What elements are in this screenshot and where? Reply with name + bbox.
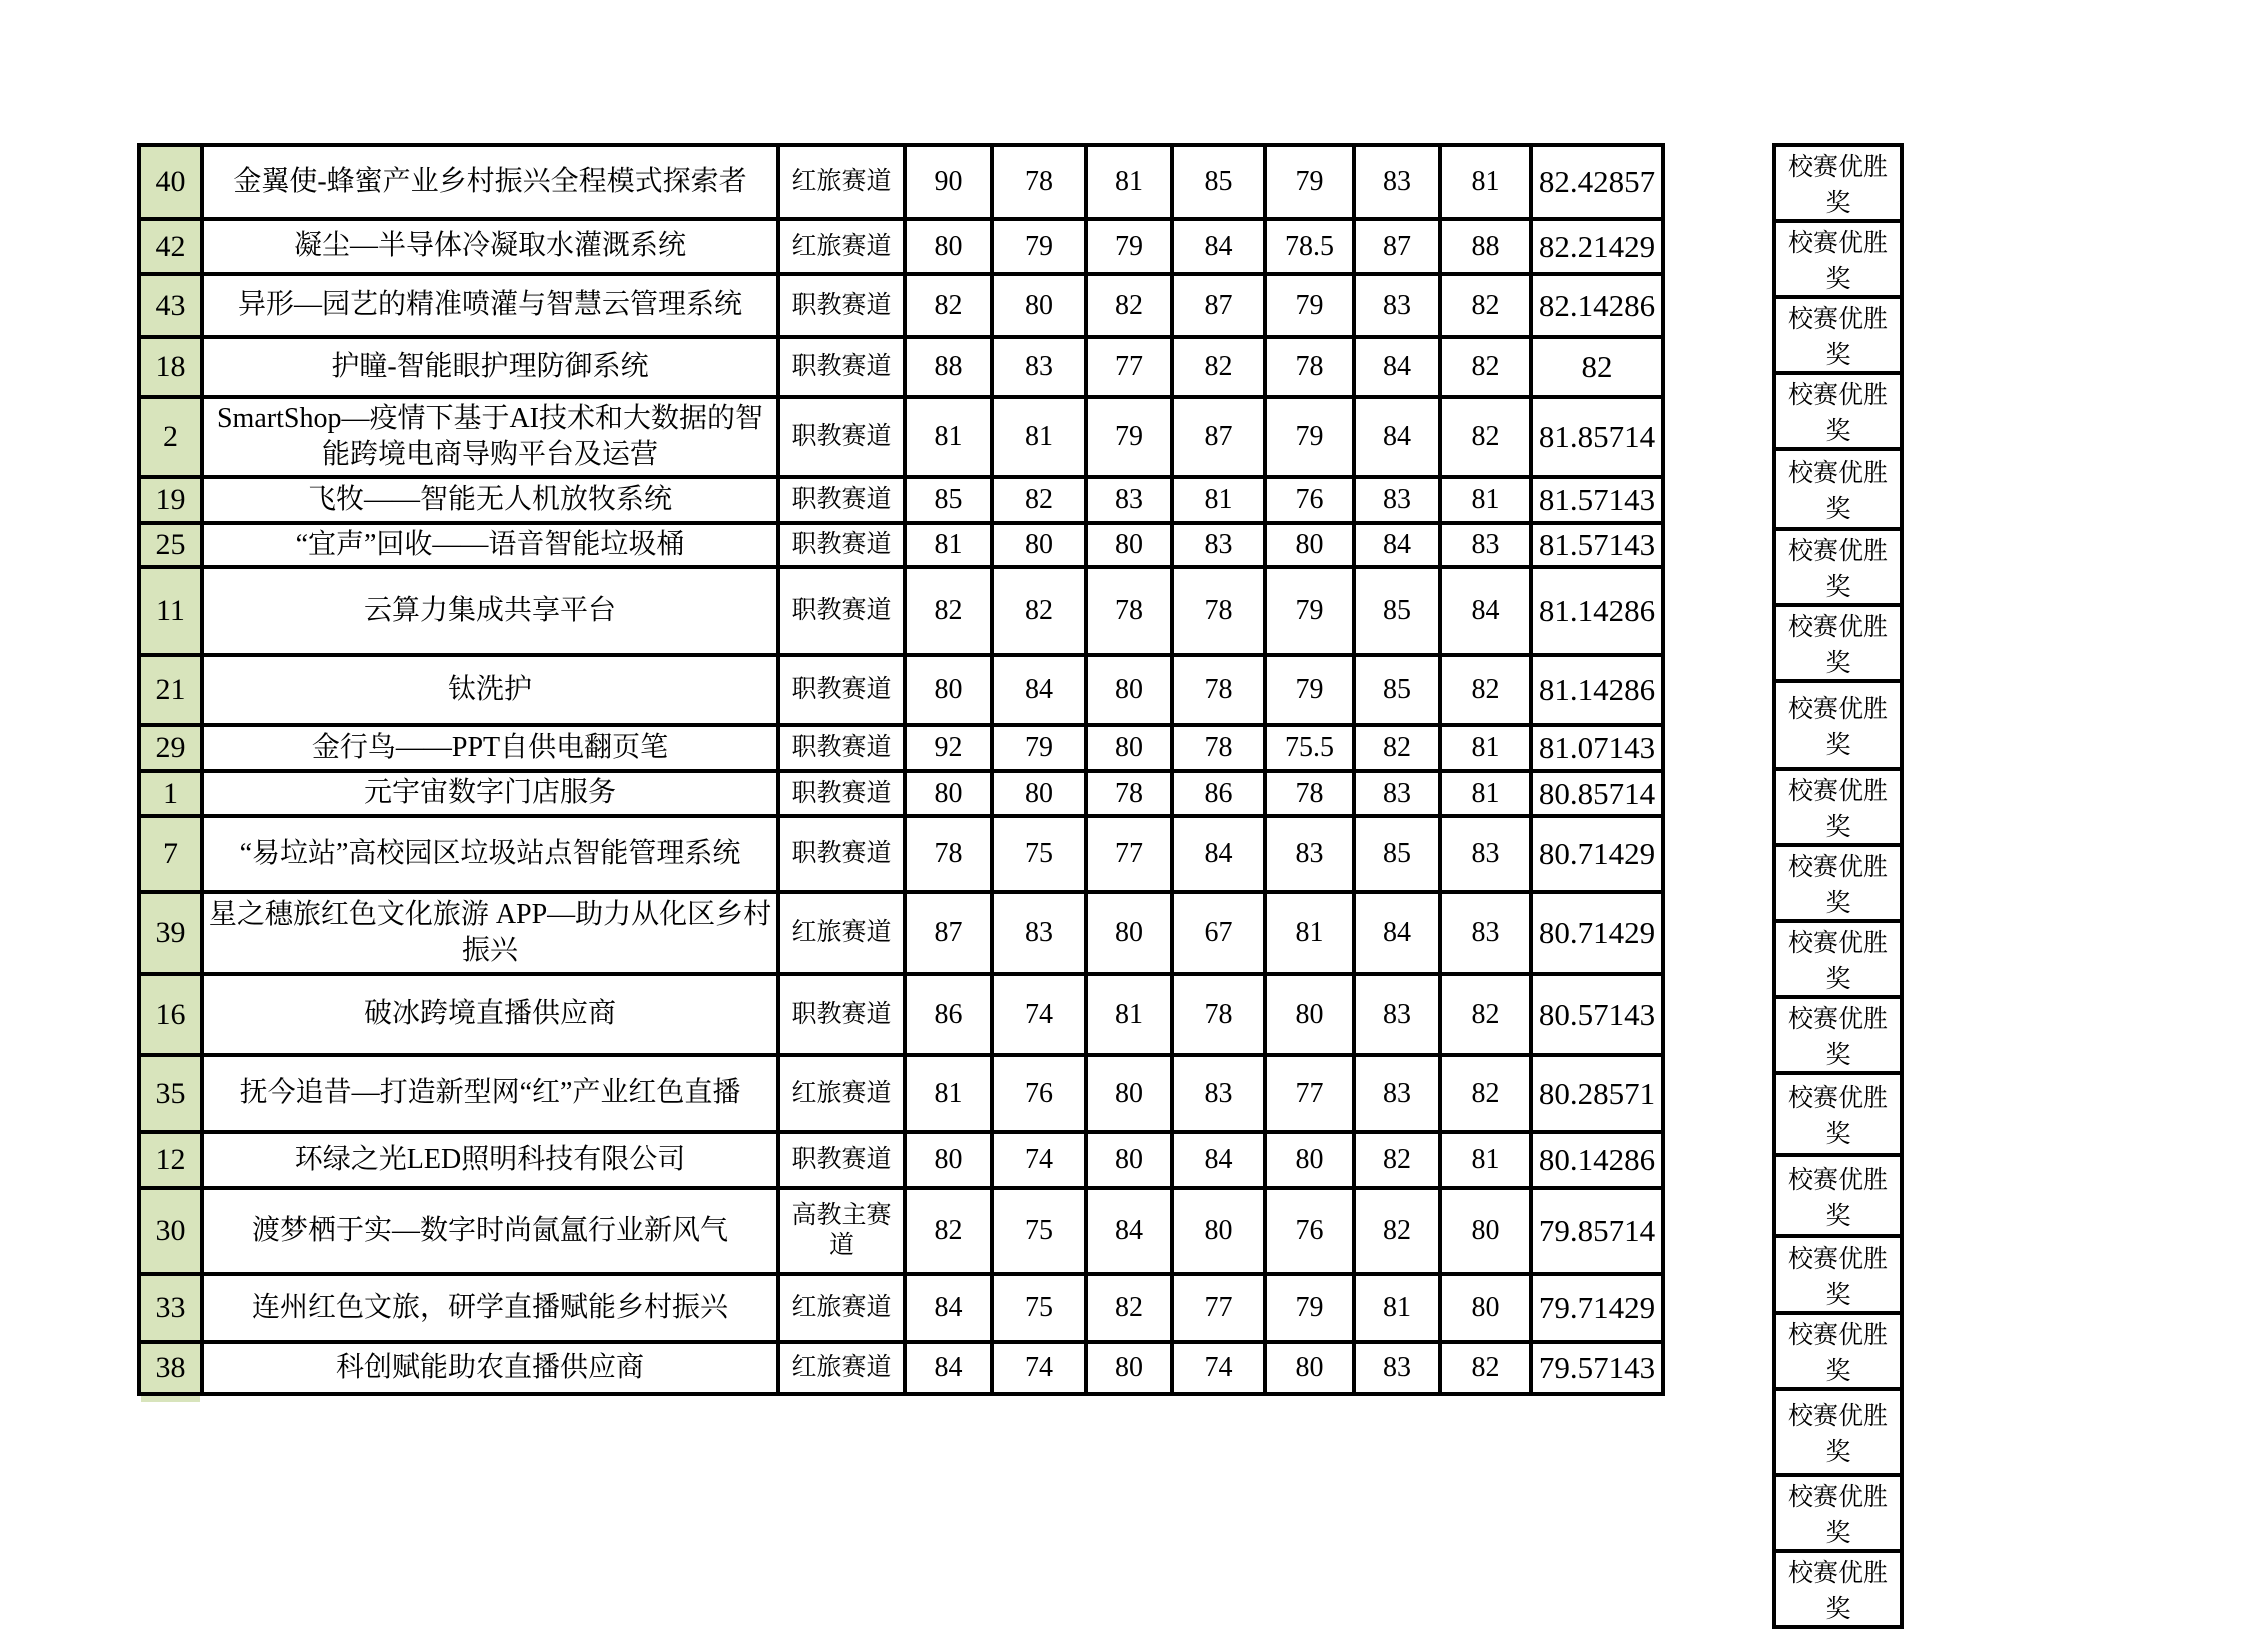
table-row bbox=[139, 816, 1663, 892]
score-cell: 82 bbox=[1086, 1274, 1172, 1342]
table-row bbox=[139, 1342, 1663, 1394]
score-cell: 79 bbox=[1265, 145, 1354, 219]
score-cell: 84 bbox=[1172, 219, 1265, 274]
score-cell: 82 bbox=[1086, 274, 1172, 337]
score-cell: 87 bbox=[1172, 397, 1265, 477]
row-number-cell: 18 bbox=[139, 337, 202, 397]
average-cell: 80.14286 bbox=[1531, 1132, 1663, 1188]
award-cell: 校赛优胜奖 bbox=[1774, 681, 1902, 769]
score-cell: 77 bbox=[1086, 816, 1172, 892]
score-cell: 83 bbox=[1440, 892, 1531, 974]
score-cell: 88 bbox=[1440, 219, 1531, 274]
score-cell: 85 bbox=[905, 477, 992, 523]
score-cell: 76 bbox=[1265, 1188, 1354, 1274]
award-cell: 校赛优胜奖 bbox=[1774, 1073, 1902, 1155]
project-name-cell: 元宇宙数字门店服务 bbox=[202, 771, 778, 816]
award-cell: 校赛优胜奖 bbox=[1774, 1236, 1902, 1313]
project-name-cell: 金行鸟——PPT自供电翻页笔 bbox=[202, 725, 778, 771]
score-cell: 86 bbox=[1172, 771, 1265, 816]
score-cell: 82 bbox=[1440, 397, 1531, 477]
award-row bbox=[1774, 681, 1902, 769]
award-row bbox=[1774, 529, 1902, 605]
score-cell: 84 bbox=[905, 1274, 992, 1342]
award-cell: 校赛优胜奖 bbox=[1774, 145, 1902, 221]
score-cell: 78 bbox=[905, 816, 992, 892]
average-cell: 82.14286 bbox=[1531, 274, 1663, 337]
average-cell: 81.57143 bbox=[1531, 523, 1663, 567]
track-cell: 红旅赛道 bbox=[778, 1342, 905, 1394]
score-cell: 74 bbox=[992, 974, 1086, 1055]
track-cell: 高教主赛道 bbox=[778, 1188, 905, 1274]
score-cell: 77 bbox=[1265, 1055, 1354, 1132]
table-row bbox=[139, 974, 1663, 1055]
row-number-cell: 39 bbox=[139, 892, 202, 974]
score-cell: 78 bbox=[1265, 771, 1354, 816]
score-cell: 80 bbox=[1086, 892, 1172, 974]
table-row bbox=[139, 1132, 1663, 1188]
award-row bbox=[1774, 769, 1902, 845]
score-cell: 76 bbox=[1265, 477, 1354, 523]
score-cell: 81 bbox=[1086, 145, 1172, 219]
average-cell: 80.71429 bbox=[1531, 892, 1663, 974]
score-cell: 80 bbox=[1086, 1132, 1172, 1188]
average-cell: 82.21429 bbox=[1531, 219, 1663, 274]
row-number-cell: 25 bbox=[139, 523, 202, 567]
project-name-cell: “宜声”回收——语音智能垃圾桶 bbox=[202, 523, 778, 567]
award-row bbox=[1774, 145, 1902, 221]
project-name-cell: 异形—园艺的精准喷灌与智慧云管理系统 bbox=[202, 274, 778, 337]
score-cell: 67 bbox=[1172, 892, 1265, 974]
score-cell: 83 bbox=[1354, 1055, 1440, 1132]
score-cell: 80 bbox=[905, 1132, 992, 1188]
score-cell: 82 bbox=[1440, 274, 1531, 337]
score-cell: 83 bbox=[1440, 523, 1531, 567]
score-cell: 81 bbox=[1354, 1274, 1440, 1342]
award-cell: 校赛优胜奖 bbox=[1774, 1313, 1902, 1389]
score-cell: 81 bbox=[1265, 892, 1354, 974]
track-cell: 职教赛道 bbox=[778, 725, 905, 771]
table-row bbox=[139, 892, 1663, 974]
award-row bbox=[1774, 1313, 1902, 1389]
score-cell: 79 bbox=[992, 725, 1086, 771]
score-cell: 74 bbox=[992, 1342, 1086, 1394]
score-cell: 78 bbox=[1172, 974, 1265, 1055]
average-cell: 81.85714 bbox=[1531, 397, 1663, 477]
award-row bbox=[1774, 449, 1902, 529]
score-cell: 78 bbox=[992, 145, 1086, 219]
score-cell: 84 bbox=[905, 1342, 992, 1394]
row-number-cell: 11 bbox=[139, 567, 202, 655]
average-cell: 79.71429 bbox=[1531, 1274, 1663, 1342]
score-cell: 87 bbox=[1354, 219, 1440, 274]
track-cell: 红旅赛道 bbox=[778, 145, 905, 219]
score-cell: 79 bbox=[992, 219, 1086, 274]
score-cell: 87 bbox=[1172, 274, 1265, 337]
score-cell: 84 bbox=[992, 655, 1086, 725]
score-cell: 81 bbox=[1440, 145, 1531, 219]
track-cell: 红旅赛道 bbox=[778, 1055, 905, 1132]
score-cell: 82 bbox=[905, 1188, 992, 1274]
score-cell: 79 bbox=[1265, 567, 1354, 655]
award-cell: 校赛优胜奖 bbox=[1774, 1389, 1902, 1475]
score-cell: 83 bbox=[1354, 771, 1440, 816]
score-cell: 83 bbox=[992, 337, 1086, 397]
score-cell: 80 bbox=[992, 274, 1086, 337]
score-cell: 75 bbox=[992, 1188, 1086, 1274]
track-cell: 红旅赛道 bbox=[778, 219, 905, 274]
score-cell: 90 bbox=[905, 145, 992, 219]
project-name-cell: 钛洗护 bbox=[202, 655, 778, 725]
project-name-cell: 连州红色文旅，研学直播赋能乡村振兴 bbox=[202, 1274, 778, 1342]
award-cell: 校赛优胜奖 bbox=[1774, 997, 1902, 1073]
score-cell: 84 bbox=[1354, 337, 1440, 397]
score-cell: 83 bbox=[1354, 145, 1440, 219]
track-cell: 职教赛道 bbox=[778, 1132, 905, 1188]
award-cell: 校赛优胜奖 bbox=[1774, 1155, 1902, 1236]
award-cell: 校赛优胜奖 bbox=[1774, 845, 1902, 921]
row-number-cell: 2 bbox=[139, 397, 202, 477]
score-cell: 80 bbox=[1265, 974, 1354, 1055]
table-row bbox=[139, 655, 1663, 725]
track-cell: 红旅赛道 bbox=[778, 892, 905, 974]
project-name-cell: 飞牧——智能无人机放牧系统 bbox=[202, 477, 778, 523]
score-cell: 74 bbox=[992, 1132, 1086, 1188]
score-cell: 79 bbox=[1265, 655, 1354, 725]
track-cell: 职教赛道 bbox=[778, 567, 905, 655]
score-cell: 81 bbox=[905, 1055, 992, 1132]
table-row bbox=[139, 725, 1663, 771]
score-cell: 79 bbox=[1265, 1274, 1354, 1342]
average-cell: 81.57143 bbox=[1531, 477, 1663, 523]
score-cell: 83 bbox=[1354, 974, 1440, 1055]
score-cell: 77 bbox=[1086, 337, 1172, 397]
row-number-cell: 43 bbox=[139, 274, 202, 337]
award-row bbox=[1774, 221, 1902, 297]
project-name-cell: 破冰跨境直播供应商 bbox=[202, 974, 778, 1055]
score-cell: 87 bbox=[905, 892, 992, 974]
score-cell: 78 bbox=[1172, 655, 1265, 725]
project-name-cell: SmartShop—疫情下基于AI技术和大数据的智能跨境电商导购平台及运营 bbox=[202, 397, 778, 477]
score-cell: 80 bbox=[1265, 1342, 1354, 1394]
average-cell: 82 bbox=[1531, 337, 1663, 397]
track-cell: 职教赛道 bbox=[778, 655, 905, 725]
score-cell: 84 bbox=[1086, 1188, 1172, 1274]
score-cell: 82 bbox=[1172, 337, 1265, 397]
average-cell: 79.85714 bbox=[1531, 1188, 1663, 1274]
score-cell: 82 bbox=[992, 567, 1086, 655]
award-row bbox=[1774, 373, 1902, 449]
score-cell: 84 bbox=[1354, 523, 1440, 567]
score-cell: 84 bbox=[1440, 567, 1531, 655]
score-cell: 81 bbox=[1440, 725, 1531, 771]
project-name-cell: 星之穗旅红色文化旅游 APP—助力从化区乡村振兴 bbox=[202, 892, 778, 974]
score-cell: 74 bbox=[1172, 1342, 1265, 1394]
score-cell: 82 bbox=[1440, 974, 1531, 1055]
project-name-cell: “易垃站”高校园区垃圾站点智能管理系统 bbox=[202, 816, 778, 892]
row-number-cell: 40 bbox=[139, 145, 202, 219]
score-cell: 81 bbox=[992, 397, 1086, 477]
project-name-cell: 科创赋能助农直播供应商 bbox=[202, 1342, 778, 1394]
project-name-cell: 护瞳-智能眼护理防御系统 bbox=[202, 337, 778, 397]
score-cell: 83 bbox=[1440, 816, 1531, 892]
award-row bbox=[1774, 997, 1902, 1073]
score-cell: 84 bbox=[1172, 816, 1265, 892]
track-cell: 职教赛道 bbox=[778, 477, 905, 523]
score-cell: 79 bbox=[1265, 397, 1354, 477]
score-cell: 80 bbox=[905, 771, 992, 816]
table-row bbox=[139, 771, 1663, 816]
score-cell: 85 bbox=[1354, 816, 1440, 892]
score-cell: 85 bbox=[1354, 655, 1440, 725]
table-row bbox=[139, 567, 1663, 655]
score-cell: 83 bbox=[1172, 523, 1265, 567]
score-cell: 85 bbox=[1172, 145, 1265, 219]
award-row bbox=[1774, 845, 1902, 921]
track-cell: 红旅赛道 bbox=[778, 1274, 905, 1342]
score-cell: 80 bbox=[1086, 1342, 1172, 1394]
score-cell: 80 bbox=[1086, 725, 1172, 771]
award-cell: 校赛优胜奖 bbox=[1774, 529, 1902, 605]
award-cell: 校赛优胜奖 bbox=[1774, 605, 1902, 681]
score-cell: 80 bbox=[992, 523, 1086, 567]
project-name-cell: 环绿之光LED照明科技有限公司 bbox=[202, 1132, 778, 1188]
score-cell: 83 bbox=[1354, 274, 1440, 337]
score-cell: 86 bbox=[905, 974, 992, 1055]
award-cell: 校赛优胜奖 bbox=[1774, 449, 1902, 529]
score-cell: 80 bbox=[1086, 655, 1172, 725]
score-cell: 82 bbox=[1440, 655, 1531, 725]
score-cell: 82 bbox=[992, 477, 1086, 523]
score-cell: 84 bbox=[1354, 892, 1440, 974]
next-row-stub bbox=[141, 1396, 200, 1402]
score-cell: 80 bbox=[1265, 523, 1354, 567]
award-row bbox=[1774, 1073, 1902, 1155]
score-cell: 81 bbox=[1440, 771, 1531, 816]
table-row bbox=[139, 397, 1663, 477]
average-cell: 81.07143 bbox=[1531, 725, 1663, 771]
project-name-cell: 抚今追昔—打造新型网“红”产业红色直播 bbox=[202, 1055, 778, 1132]
score-cell: 82 bbox=[1440, 1055, 1531, 1132]
score-cell: 78 bbox=[1172, 567, 1265, 655]
award-row bbox=[1774, 605, 1902, 681]
award-row bbox=[1774, 1155, 1902, 1236]
score-cell: 84 bbox=[1354, 397, 1440, 477]
score-cell: 82 bbox=[1440, 337, 1531, 397]
award-cell: 校赛优胜奖 bbox=[1774, 373, 1902, 449]
score-cell: 82 bbox=[905, 274, 992, 337]
row-number-cell: 29 bbox=[139, 725, 202, 771]
average-cell: 82.42857 bbox=[1531, 145, 1663, 219]
award-table bbox=[1772, 143, 1904, 1629]
score-cell: 80 bbox=[1172, 1188, 1265, 1274]
track-cell: 职教赛道 bbox=[778, 771, 905, 816]
table-row bbox=[139, 1055, 1663, 1132]
score-cell: 83 bbox=[1354, 477, 1440, 523]
average-cell: 80.57143 bbox=[1531, 974, 1663, 1055]
award-cell: 校赛优胜奖 bbox=[1774, 221, 1902, 297]
score-cell: 82 bbox=[1354, 1188, 1440, 1274]
track-cell: 职教赛道 bbox=[778, 397, 905, 477]
score-cell: 81 bbox=[1440, 1132, 1531, 1188]
score-cell: 81 bbox=[905, 397, 992, 477]
track-cell: 职教赛道 bbox=[778, 974, 905, 1055]
row-number-cell: 7 bbox=[139, 816, 202, 892]
award-row bbox=[1774, 1389, 1902, 1475]
row-number-cell: 21 bbox=[139, 655, 202, 725]
score-cell: 82 bbox=[1440, 1342, 1531, 1394]
score-cell: 81 bbox=[1172, 477, 1265, 523]
award-row bbox=[1774, 297, 1902, 373]
score-cell: 83 bbox=[992, 892, 1086, 974]
score-cell: 80 bbox=[1086, 523, 1172, 567]
score-cell: 80 bbox=[905, 655, 992, 725]
score-cell: 79 bbox=[1265, 274, 1354, 337]
row-number-cell: 16 bbox=[139, 974, 202, 1055]
average-cell: 80.71429 bbox=[1531, 816, 1663, 892]
score-cell: 83 bbox=[1086, 477, 1172, 523]
score-cell: 79 bbox=[1086, 219, 1172, 274]
score-cell: 85 bbox=[1354, 567, 1440, 655]
score-cell: 79 bbox=[1086, 397, 1172, 477]
row-number-cell: 42 bbox=[139, 219, 202, 274]
score-cell: 75.5 bbox=[1265, 725, 1354, 771]
table-row bbox=[139, 523, 1663, 567]
project-name-cell: 渡梦栖于实—数字时尚氤氲行业新风气 bbox=[202, 1188, 778, 1274]
score-cell: 78 bbox=[1086, 567, 1172, 655]
row-number-cell: 1 bbox=[139, 771, 202, 816]
project-name-cell: 云算力集成共享平台 bbox=[202, 567, 778, 655]
score-cell: 81 bbox=[1440, 477, 1531, 523]
score-cell: 88 bbox=[905, 337, 992, 397]
average-cell: 80.85714 bbox=[1531, 771, 1663, 816]
award-cell: 校赛优胜奖 bbox=[1774, 297, 1902, 373]
score-cell: 81 bbox=[905, 523, 992, 567]
score-cell: 82 bbox=[1354, 1132, 1440, 1188]
row-number-cell: 12 bbox=[139, 1132, 202, 1188]
average-cell: 80.28571 bbox=[1531, 1055, 1663, 1132]
average-cell: 81.14286 bbox=[1531, 655, 1663, 725]
score-cell: 83 bbox=[1354, 1342, 1440, 1394]
table-row bbox=[139, 274, 1663, 337]
award-cell: 校赛优胜奖 bbox=[1774, 1475, 1902, 1551]
award-cell: 校赛优胜奖 bbox=[1774, 769, 1902, 845]
track-cell: 职教赛道 bbox=[778, 523, 905, 567]
score-cell: 76 bbox=[992, 1055, 1086, 1132]
score-cell: 75 bbox=[992, 1274, 1086, 1342]
score-cell: 77 bbox=[1172, 1274, 1265, 1342]
score-cell: 80 bbox=[1086, 1055, 1172, 1132]
award-cell: 校赛优胜奖 bbox=[1774, 1551, 1902, 1627]
table-row bbox=[139, 219, 1663, 274]
score-cell: 78 bbox=[1265, 337, 1354, 397]
table-row bbox=[139, 477, 1663, 523]
score-cell: 83 bbox=[1172, 1055, 1265, 1132]
score-cell: 80 bbox=[992, 771, 1086, 816]
row-number-cell: 30 bbox=[139, 1188, 202, 1274]
score-cell: 82 bbox=[1354, 725, 1440, 771]
average-cell: 79.57143 bbox=[1531, 1342, 1663, 1394]
table-row bbox=[139, 337, 1663, 397]
results-table bbox=[137, 143, 1665, 1396]
track-cell: 职教赛道 bbox=[778, 274, 905, 337]
score-cell: 75 bbox=[992, 816, 1086, 892]
table-row bbox=[139, 145, 1663, 219]
track-cell: 职教赛道 bbox=[778, 816, 905, 892]
track-cell: 职教赛道 bbox=[778, 337, 905, 397]
row-number-cell: 19 bbox=[139, 477, 202, 523]
project-name-cell: 凝尘—半导体冷凝取水灌溉系统 bbox=[202, 219, 778, 274]
row-number-cell: 38 bbox=[139, 1342, 202, 1394]
score-cell: 92 bbox=[905, 725, 992, 771]
award-row bbox=[1774, 1551, 1902, 1627]
award-row bbox=[1774, 921, 1902, 997]
row-number-cell: 35 bbox=[139, 1055, 202, 1132]
score-cell: 78 bbox=[1172, 725, 1265, 771]
table-row bbox=[139, 1188, 1663, 1274]
table-row bbox=[139, 1274, 1663, 1342]
score-cell: 80 bbox=[1440, 1188, 1531, 1274]
award-row bbox=[1774, 1236, 1902, 1313]
award-row bbox=[1774, 1475, 1902, 1551]
score-cell: 78.5 bbox=[1265, 219, 1354, 274]
score-cell: 80 bbox=[1440, 1274, 1531, 1342]
score-cell: 80 bbox=[1265, 1132, 1354, 1188]
score-cell: 80 bbox=[905, 219, 992, 274]
score-cell: 81 bbox=[1086, 974, 1172, 1055]
score-cell: 78 bbox=[1086, 771, 1172, 816]
award-cell: 校赛优胜奖 bbox=[1774, 921, 1902, 997]
project-name-cell: 金翼使-蜂蜜产业乡村振兴全程模式探索者 bbox=[202, 145, 778, 219]
average-cell: 81.14286 bbox=[1531, 567, 1663, 655]
score-cell: 82 bbox=[905, 567, 992, 655]
score-cell: 84 bbox=[1172, 1132, 1265, 1188]
row-number-cell: 33 bbox=[139, 1274, 202, 1342]
score-cell: 83 bbox=[1265, 816, 1354, 892]
